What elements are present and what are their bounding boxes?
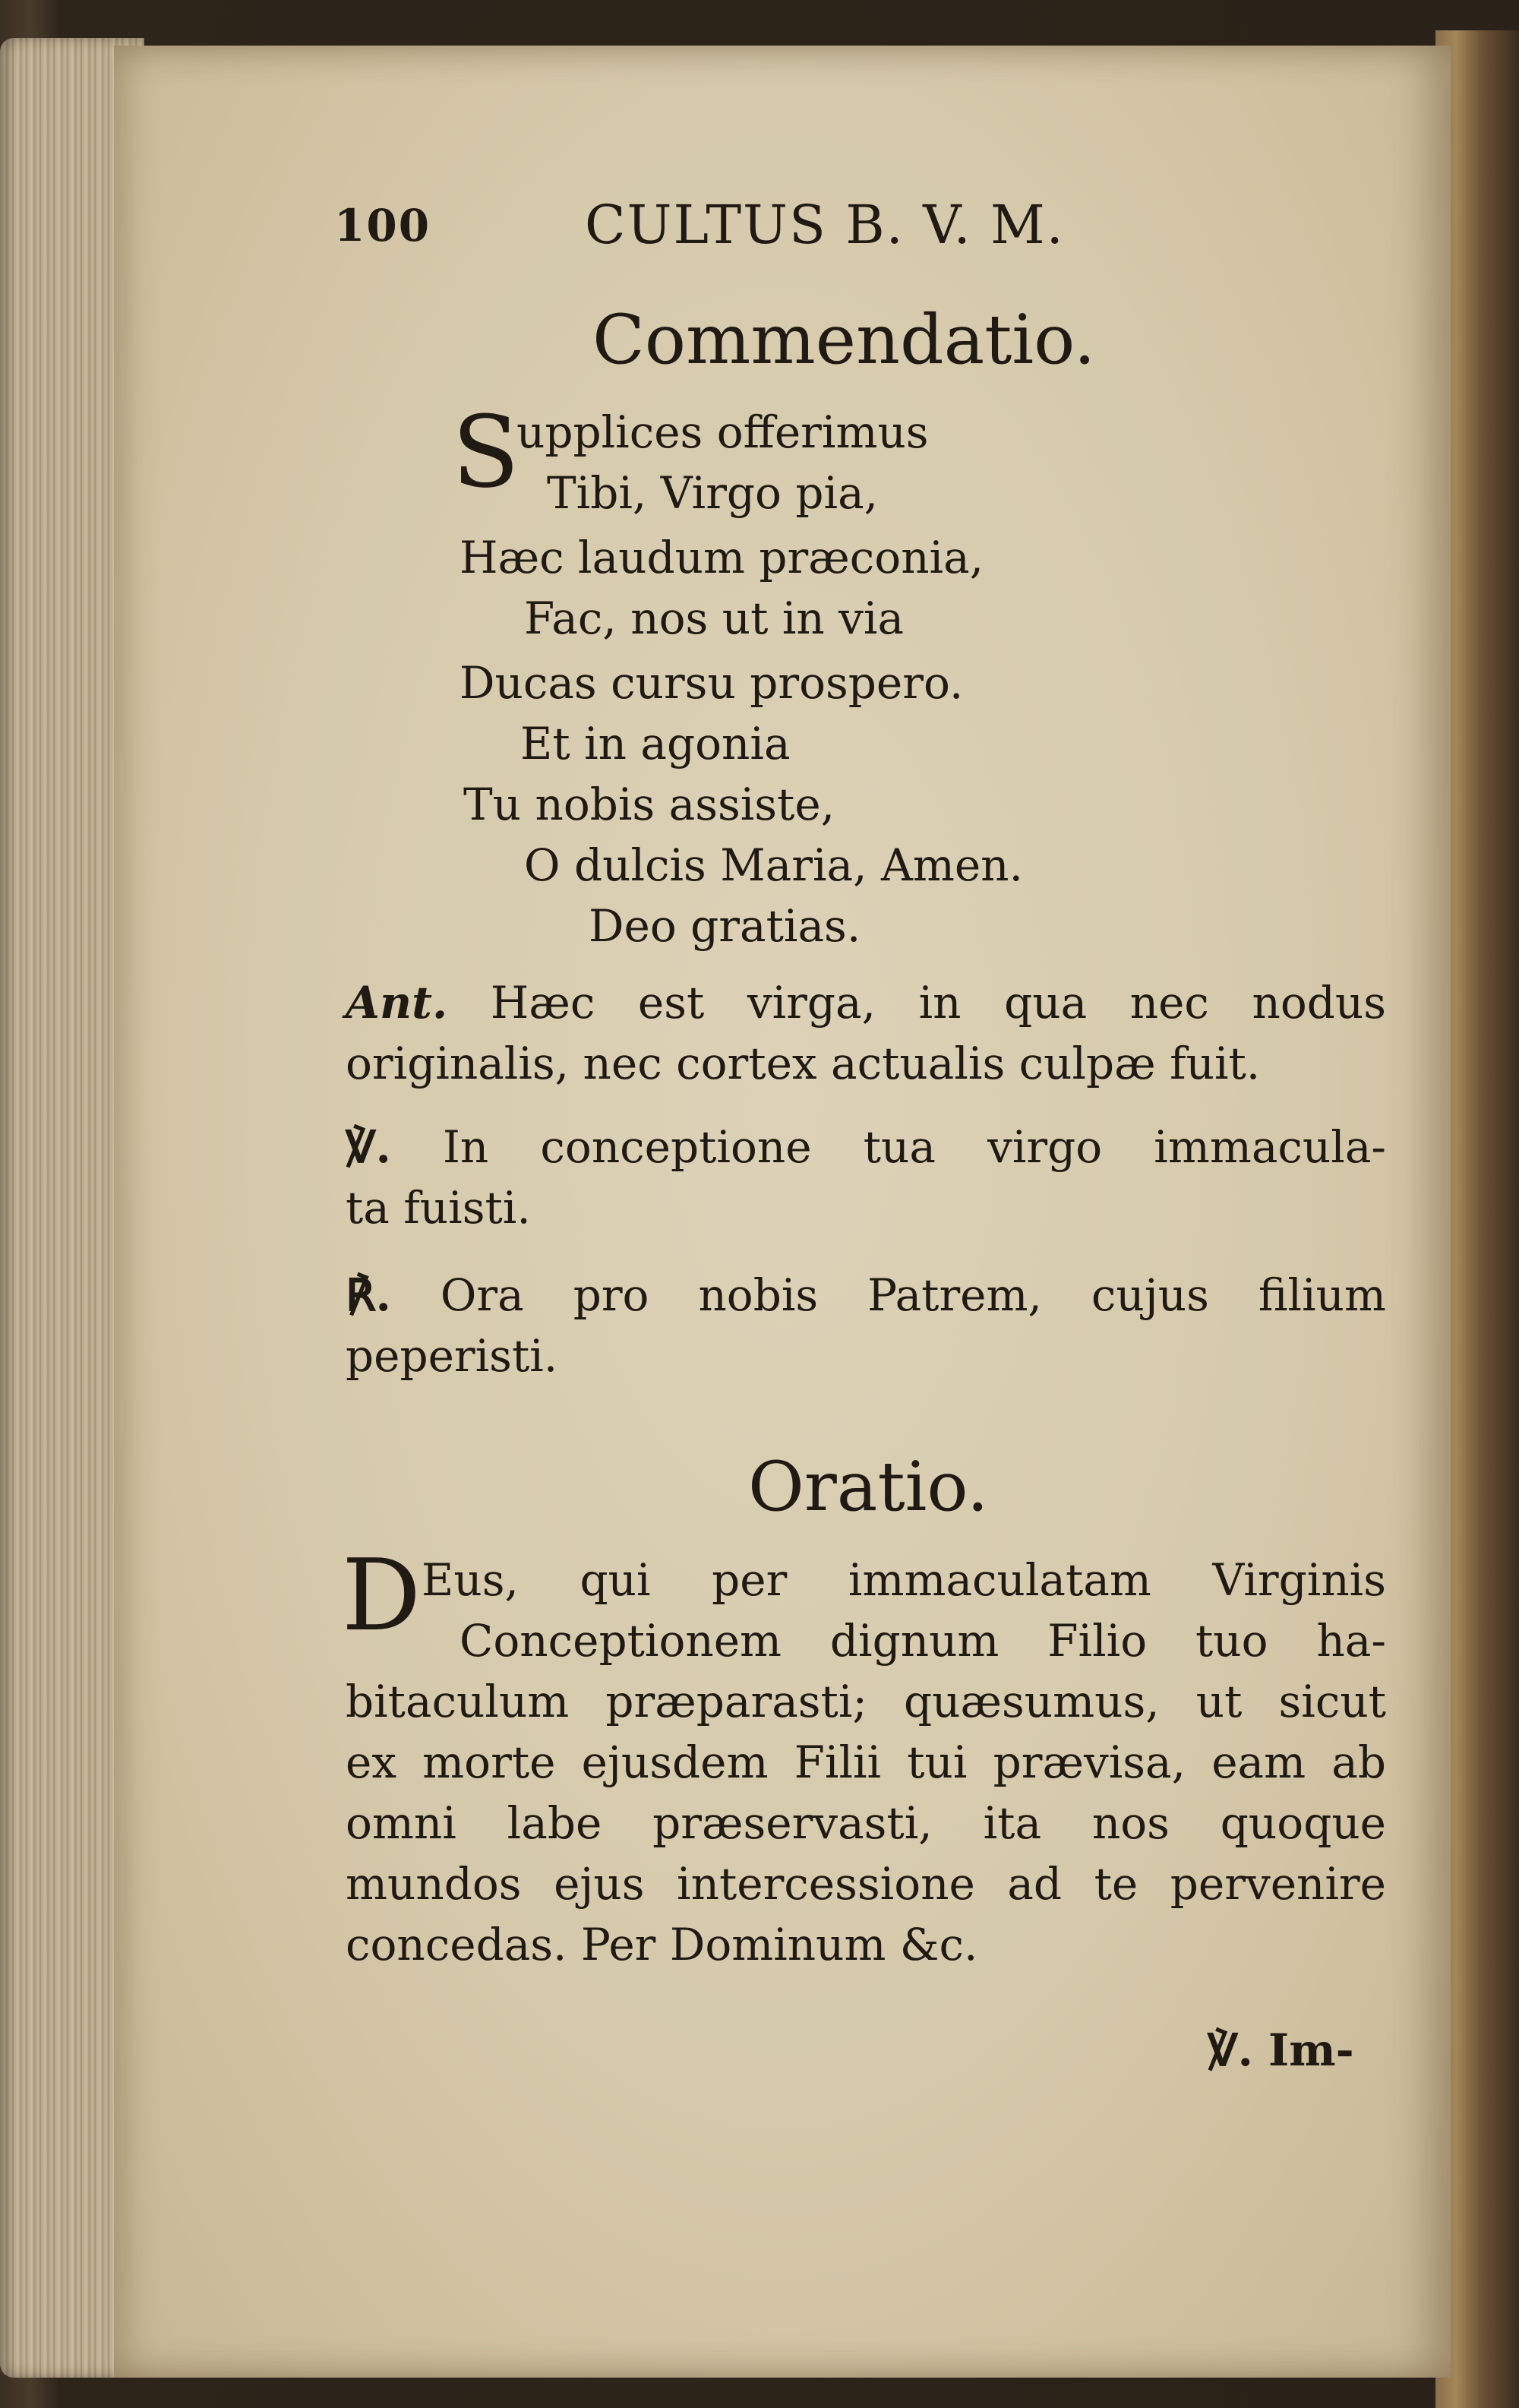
oratio-line: Eus, qui per immaculatam Virginis xyxy=(422,1554,1386,1606)
verse-line: Hæc laudum præconia, xyxy=(459,532,984,583)
antiphon-text-2: originalis, nec cortex actualis culpæ fuit. xyxy=(346,1038,1261,1089)
response-text-2: peperisti. xyxy=(346,1330,558,1382)
verse-line: O dulcis Maria, Amen. xyxy=(524,839,1023,891)
response-text-1: Ora pro nobis Patrem, cujus filium xyxy=(440,1269,1386,1321)
response-line-1 xyxy=(346,1265,1386,1326)
oratio-line: omni labe præservasti, ita nos quoque xyxy=(346,1797,1386,1849)
verse-line: upplices offerimus xyxy=(516,406,929,458)
response-paragraph xyxy=(346,1265,1386,1386)
antiphon-line-1 xyxy=(346,972,1386,1033)
oratio-dropcap: D xyxy=(342,1537,422,1653)
verse-line: Et in agonia xyxy=(520,718,791,769)
antiphon-paragraph xyxy=(346,972,1386,1094)
verse-line: Fac, nos ut in via xyxy=(524,593,905,644)
oratio-line: ex morte ejusdem Filii tui prævisa, eam ab xyxy=(346,1736,1386,1788)
oratio-line: Conceptionem dignum Filio tuo ha- xyxy=(459,1615,1386,1667)
verse-line: Deo gratias. xyxy=(589,900,861,952)
versicle-icon: ℣. xyxy=(346,1121,391,1173)
oratio-paragraph xyxy=(346,1550,1386,1975)
versicle-paragraph xyxy=(346,1117,1386,1238)
oratio-line: bitaculum præparasti; quæsumus, ut sicut xyxy=(346,1676,1386,1727)
verse-line: Tu nobis assiste, xyxy=(463,779,835,830)
versicle-text-1: In conceptione tua virgo immacula- xyxy=(443,1121,1386,1173)
oratio-line: concedas. Per Dominum &c. xyxy=(346,1919,978,1970)
versicle-text-2: ta fuisti. xyxy=(346,1182,531,1234)
antiphon-text-1: Hæc est virga, in qua nec nodus xyxy=(490,977,1386,1029)
verse-line: Ducas cursu prospero. xyxy=(459,657,964,709)
running-title: CULTUS B. V. M. xyxy=(585,194,1065,256)
verse-line: Tibi, Virgo pia, xyxy=(547,467,879,519)
oratio-line: mundos ejus intercessione ad te pervenire xyxy=(346,1858,1386,1910)
antiphon-label: Ant. xyxy=(346,977,448,1029)
commendatio-heading: Commendatio. xyxy=(592,300,1096,380)
page-number: 100 xyxy=(334,200,431,251)
response-icon: ℟. xyxy=(346,1269,391,1321)
catchword: ℣. Im- xyxy=(1208,2024,1354,2076)
oratio-heading: Oratio. xyxy=(748,1447,989,1527)
versicle-line-1 xyxy=(346,1117,1386,1177)
commendatio-dropcap: S xyxy=(452,394,520,510)
